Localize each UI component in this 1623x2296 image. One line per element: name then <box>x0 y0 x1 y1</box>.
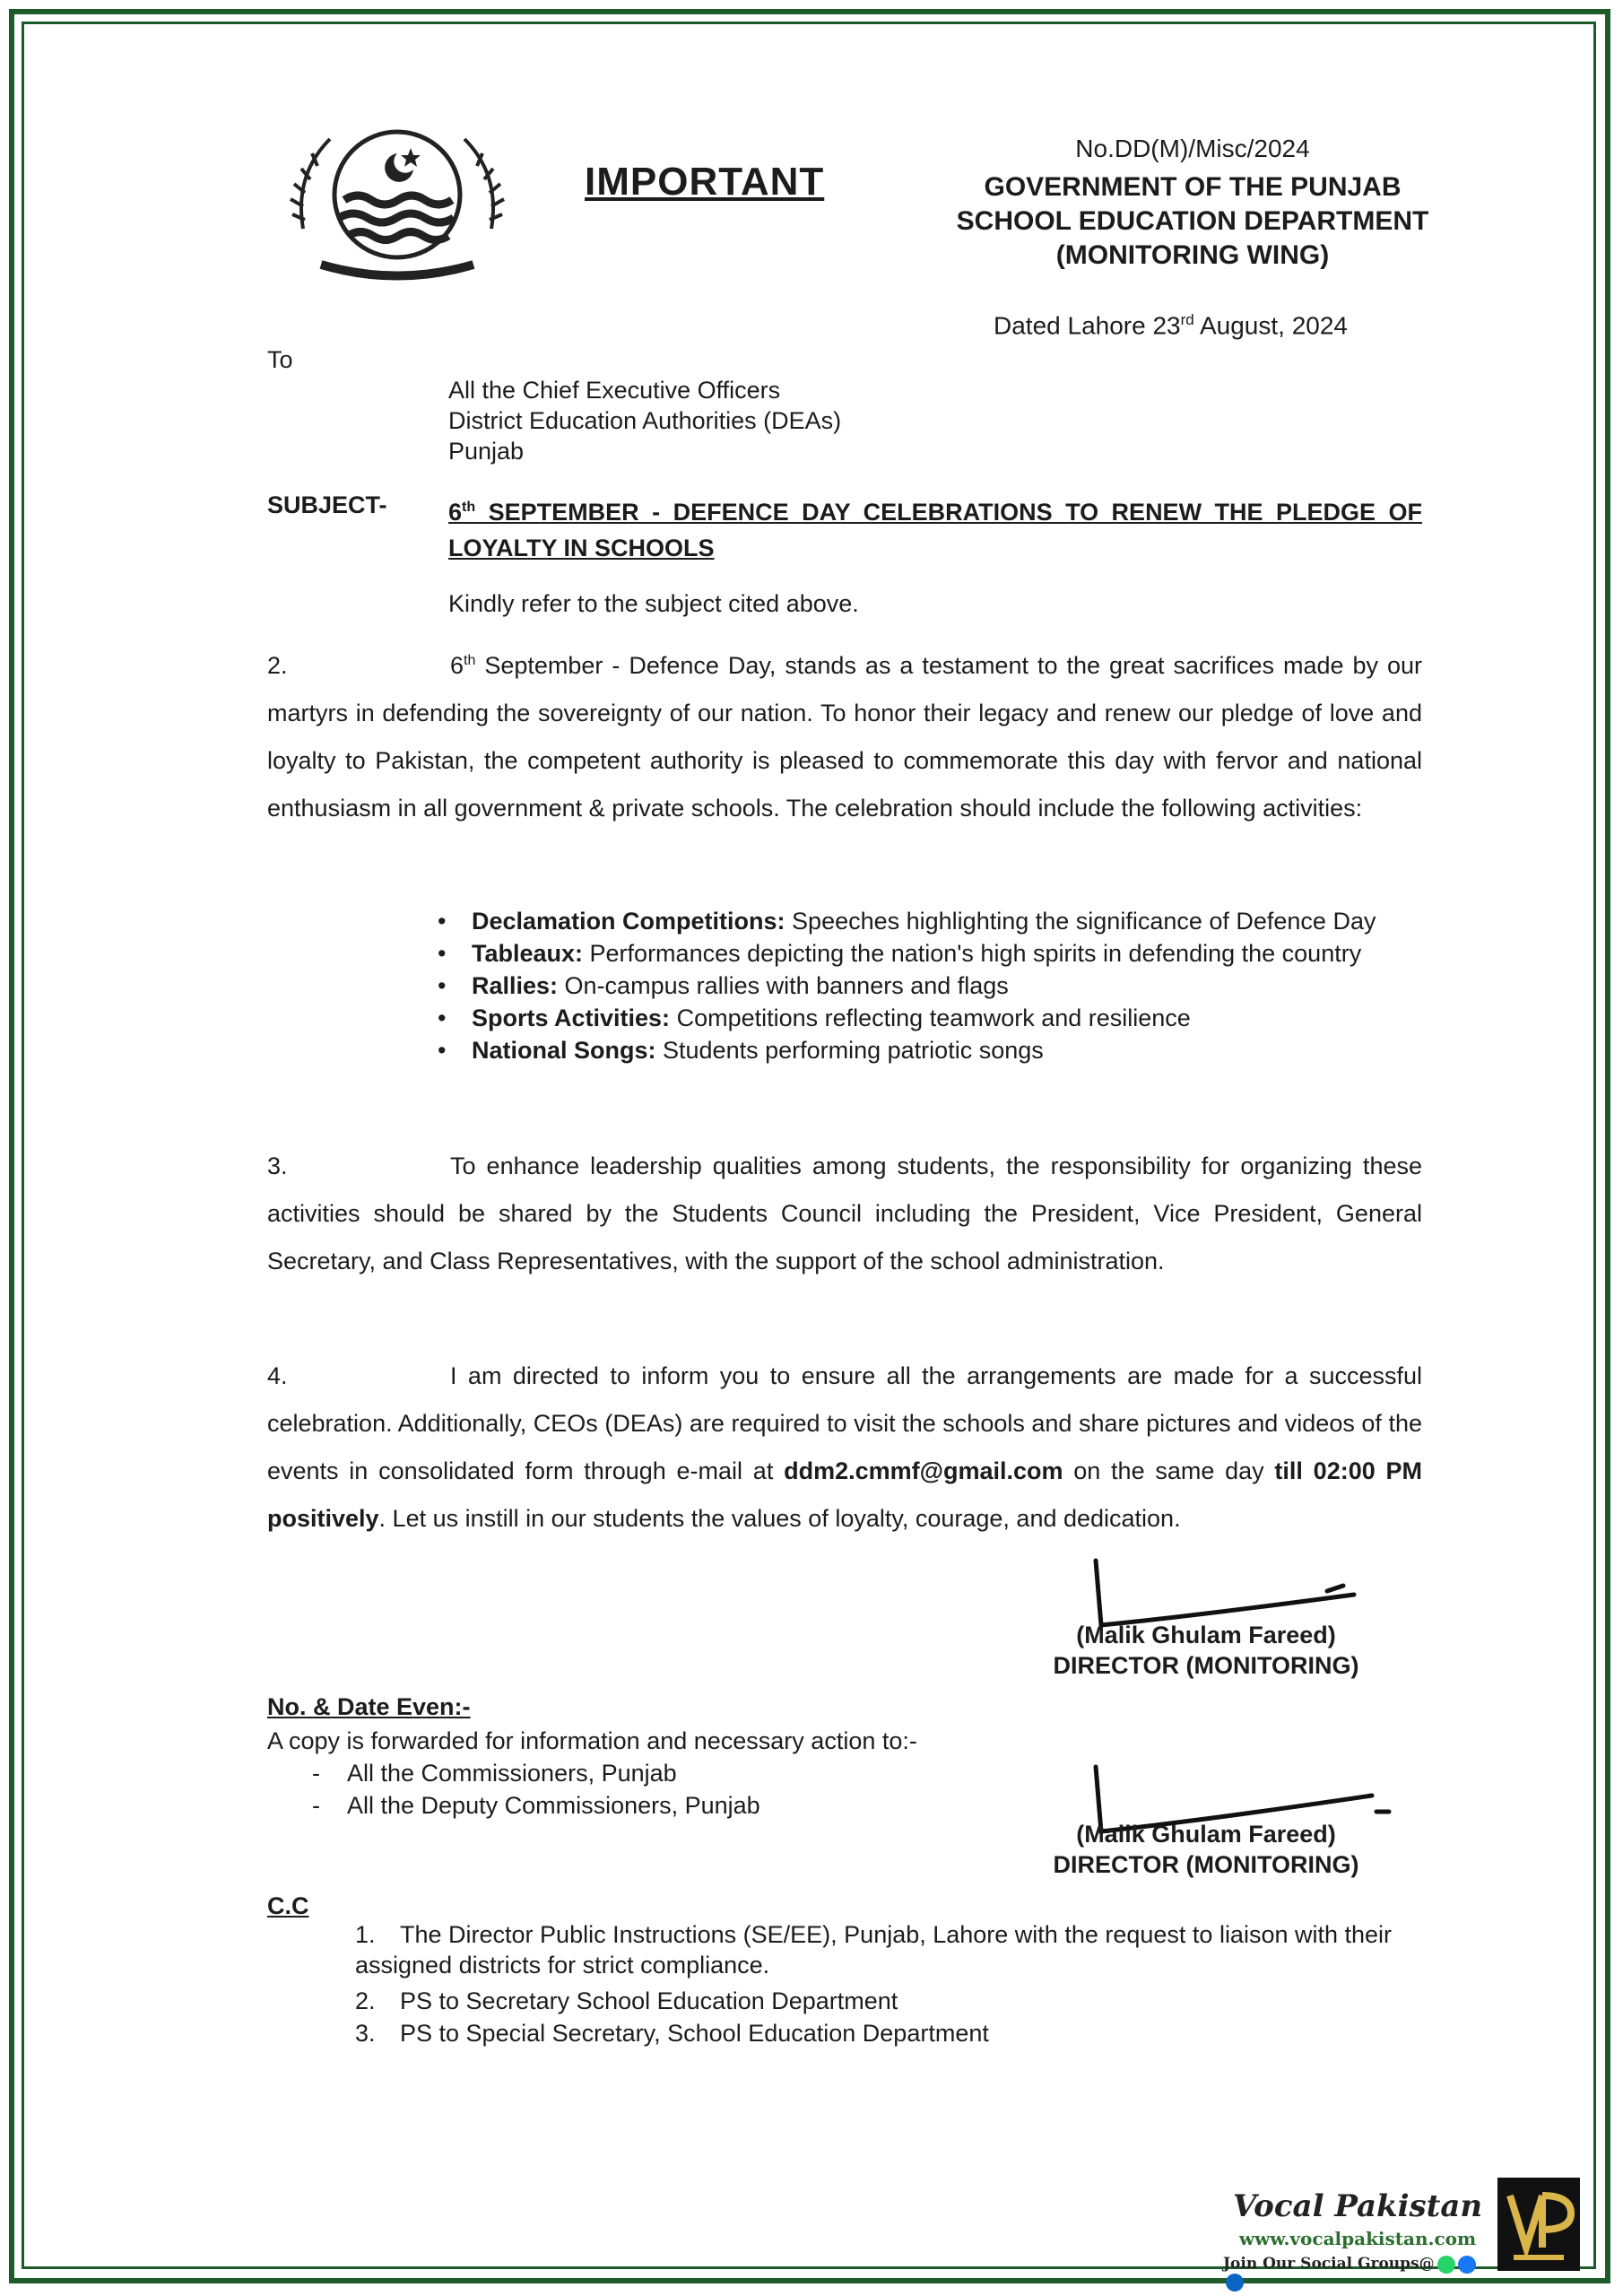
subject-text: 6th SEPTEMBER - DEFENCE DAY CELEBRATIONS TO RENEW THE PLEDGE OF LOYALTY IN SCHOOLS <box>448 499 1422 561</box>
list-item: 2. PS to Secretary School Education Department <box>355 1987 898 2014</box>
reference-sentence: Kindly refer to the subject cited above. <box>448 590 859 617</box>
cc-heading: C.C <box>267 1892 309 1919</box>
facebook-icon <box>1458 2256 1476 2274</box>
watermark-join: Join Our Social Groups@ <box>1223 2255 1492 2292</box>
dated-line: Dated Lahore 23rd August, 2024 <box>994 311 1348 340</box>
watermark-url: www.vocalpakistan.com <box>1238 2228 1477 2249</box>
list-item: • Declamation Competitions: Speeches highlighting the significance of Defence Day <box>438 906 1422 936</box>
paragraph-4: 4. I am directed to inform you to ensure all the arrangements are made for a successful celebration. Additionally, CEOs (DEAs) are required to visit the schools and share pictures and videos of the events in consolidated form through e-mail at ddm2.cmmf@gmail.com on the same day till 02:00 PM positively. Let us instill in our students the values of loyalty, courage, and dedication. <box>267 1362 1422 1532</box>
reference-number: No.DD(M)/Misc/2024 <box>1075 135 1310 162</box>
important-heading: IMPORTANT <box>585 160 825 204</box>
contact-email: ddm2.cmmf@gmail.com <box>784 1457 1063 1484</box>
to-label: To <box>267 346 293 373</box>
whatsapp-icon <box>1437 2256 1455 2274</box>
vocal-pakistan-logo <box>1497 2178 1580 2271</box>
punjab-government-emblem <box>285 121 509 291</box>
list-item: • National Songs: Students performing patriotic songs <box>438 1035 1422 1065</box>
endorsement-heading: No. & Date Even:- <box>267 1693 471 1720</box>
linkedin-icon <box>1226 2274 1244 2292</box>
paragraph-2: 2. 6th September - Defence Day, stands as a testament to the great sacrifices made by our martyrs in defending the sovereignty of our nation. To honor their legacy and renew our pledge of love and loyalty to Pakistan, the competent authority is pleased to commemorate this day with fervor and national enthusiasm in all government & private schools. The celebration should include the following activities: <box>267 652 1422 822</box>
signatory-block-copy: (Malik Ghulam Fareed) DIRECTOR (MONITORING) <box>1053 1821 1359 1878</box>
vocal-pakistan-watermark <box>1223 2188 1492 2296</box>
list-item: 1. The Director Public Instructions (SE/EE), Punjab, Lahore with the request to liaison with their assigned districts for strict compliance. <box>355 1921 1393 1979</box>
list-item: 3. PS to Special Secretary, School Education Department <box>355 2020 989 2047</box>
department-name: SCHOOL EDUCATION DEPARTMENT <box>956 206 1429 236</box>
list-item: - All the Deputy Commissioners, Punjab <box>312 1792 760 1819</box>
signatory-block: (Malik Ghulam Fareed) DIRECTOR (MONITORING) <box>1053 1622 1359 1679</box>
watermark-title: Vocal Pakistan <box>1232 2188 1483 2224</box>
wing-name: (MONITORING WING) <box>1055 240 1330 270</box>
subject-label: SUBJECT- <box>267 491 387 518</box>
activities-list <box>438 906 1422 1067</box>
list-item: - All the Commissioners, Punjab <box>312 1760 677 1787</box>
list-item: • Tableaux: Performances depicting the nation's high spirits in defending the country <box>438 938 1422 969</box>
list-item: • Sports Activities: Competitions reflecting teamwork and resilience <box>438 1003 1422 1033</box>
endorsement-intro: A copy is forwarded for information and necessary action to:- <box>267 1727 917 1754</box>
government-name: GOVERNMENT OF THE PUNJAB <box>984 172 1402 202</box>
addressee-block: All the Chief Executive Officers District Education Authorities (DEAs) Punjab <box>448 377 842 465</box>
list-item: • Rallies: On-campus rallies with banners and flags <box>438 970 1422 1001</box>
paragraph-3: 3. To enhance leadership qualities among students, the responsibility for organizing these activities should be shared by the Students Council including the President, Vice President, General Secretary, and Class Representatives, with the support of the school administration. <box>267 1152 1422 1274</box>
